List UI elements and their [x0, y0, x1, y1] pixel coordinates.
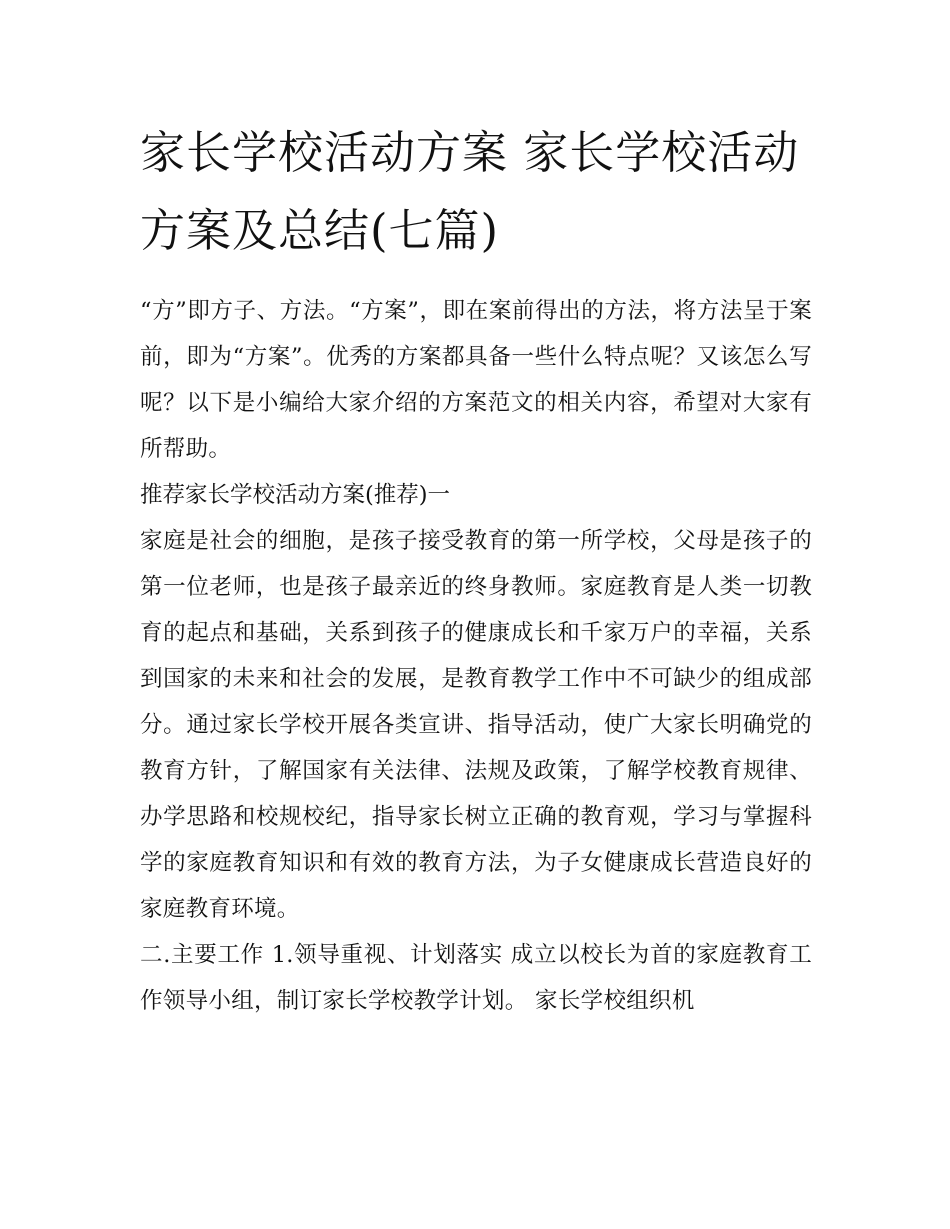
intro-paragraph: “方”即方子、方法。“方案”，即在案前得出的方法，将方法呈于案前，即为“方案”。优秀的方案都具备一些什么特点呢？又该怎么写呢？以下是小编给大家介绍的方案范文的相关内容，希望对大家有所帮助。 [140, 298, 812, 462]
document-title: 家长学校活动方案 家长学校活动方案及总结(七篇) [140, 126, 800, 257]
work-paragraph: 二.主要工作 1.领导重视、计划落实 成立以校长为首的家庭教育工作领导小组，制订家长学校教学计划。 家长学校组织机 [140, 942, 812, 1014]
body-paragraph: 家庭是社会的细胞，是孩子接受教育的第一所学校，父母是孩子的第一位老师，也是孩子最亲近的终身教师。家庭教育是人类一切教育的起点和基础，关系到孩子的健康成长和千家万户的幸福，关系到国家的未来和社会的发展，是教育教学工作中不可缺少的组成部分。通过家长学校开展各类宣讲、指导活动，使广大家长明确党的教育方针，了解国家有关法律、法规及政策，了解学校教育规律、办学思路和校规校纪，指导家长树立正确的教育观，学习与掌握科学的家庭教育知识和有效的教育方法，为子女健康成长营造良好的家庭教育环境。 [140, 528, 812, 922]
document-page [140, 114, 812, 1024]
section-heading: 推荐家长学校活动方案(推荐)一 [140, 482, 451, 508]
